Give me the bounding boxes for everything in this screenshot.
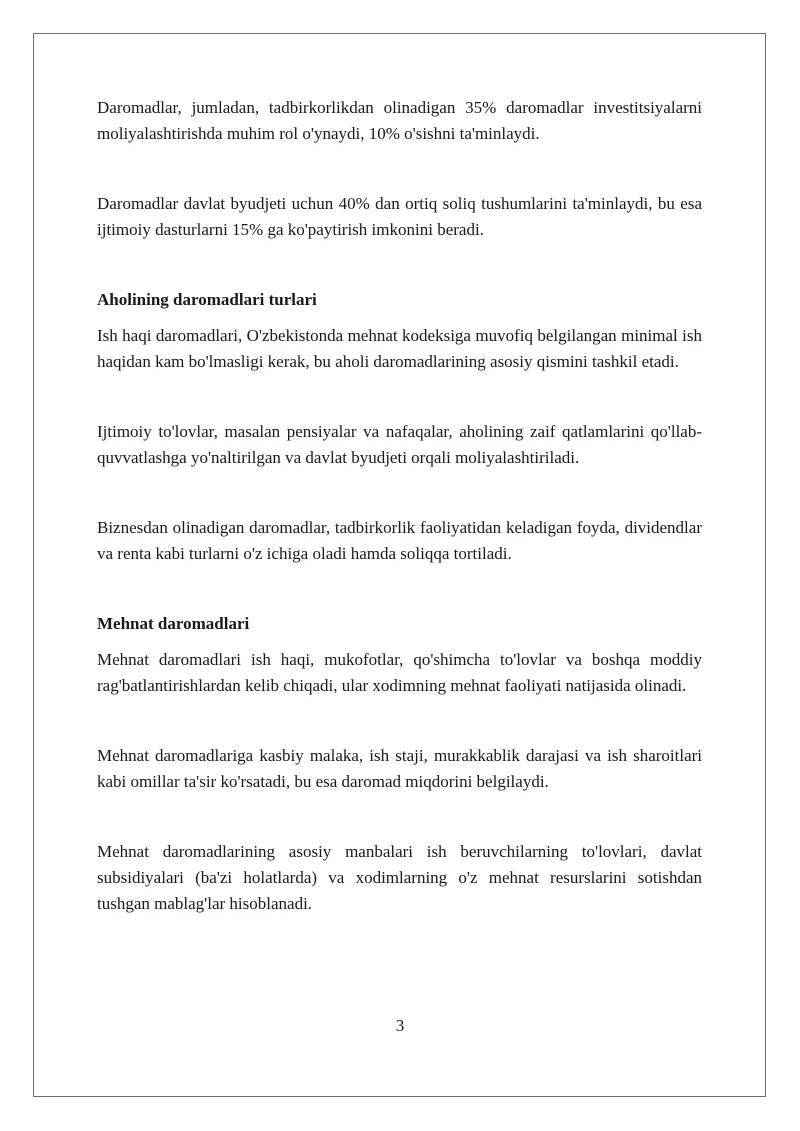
- page-number: 3: [395, 1016, 405, 1035]
- page-content: [97, 95, 702, 917]
- heading-labor-income: Mehnat daromadlari: [97, 614, 250, 633]
- paragraph-wage-income: Ish haqi daromadlari, O'zbekistonda mehnat kodeksiga muvofiq belgilangan minimal ish haqidan kam bo'lmasligi kerak, bu aholi daromadlarining asosiy qismini tashkil etadi.: [97, 326, 702, 371]
- paragraph-business-income: Biznesdan olinadigan daromadlar, tadbirkorlik faoliyatidan keladigan foyda, dividendlar va renta kabi turlarni o'z ichiga oladi hamda soliqqa tortiladi.: [97, 518, 702, 563]
- heading-income-types: Aholining daromadlari turlari: [97, 290, 317, 309]
- paragraph-labor-income-factors: Mehnat daromadlariga kasbiy malaka, ish staji, murakkablik darajasi va ish sharoitlari kabi omillar ta'sir ko'rsatadi, bu esa daromad miqdorini belgilaydi.: [97, 746, 702, 791]
- paragraph-labor-income-main-sources: Mehnat daromadlarining asosiy manbalari ish beruvchilarning to'lovlari, davlat subsidiyalari (ba'zi holatlarda) va xodimlarning o'z mehnat resurslarini sotishdan tushgan mablag'lar hisoblanadi.: [97, 842, 702, 913]
- paragraph-social-payments: Ijtimoiy to'lovlar, masalan pensiyalar va nafaqalar, aholining zaif qatlamlarini qo'llab-quvvatlashga yo'naltirilgan va davlat byudjeti orqali moliyalashtiriladi.: [97, 422, 702, 467]
- paragraph-labor-income-sources: Mehnat daromadlari ish haqi, mukofotlar, qo'shimcha to'lovlar va boshqa moddiy rag'batlantirishlardan kelib chiqadi, ular xodimning mehnat faoliyati natijasida olinadi.: [97, 650, 702, 695]
- paragraph-investments: Daromadlar, jumladan, tadbirkorlikdan olinadigan 35% daromadlar investitsiyalarni moliyalashtirishda muhim rol o'ynaydi, 10% o'sishni ta'minlaydi.: [97, 98, 702, 143]
- paragraph-budget: Daromadlar davlat byudjeti uchun 40% dan ortiq soliq tushumlarini ta'minlaydi, bu esa ijtimoiy dasturlarni 15% ga ko'paytirish imkonini beradi.: [97, 194, 702, 239]
